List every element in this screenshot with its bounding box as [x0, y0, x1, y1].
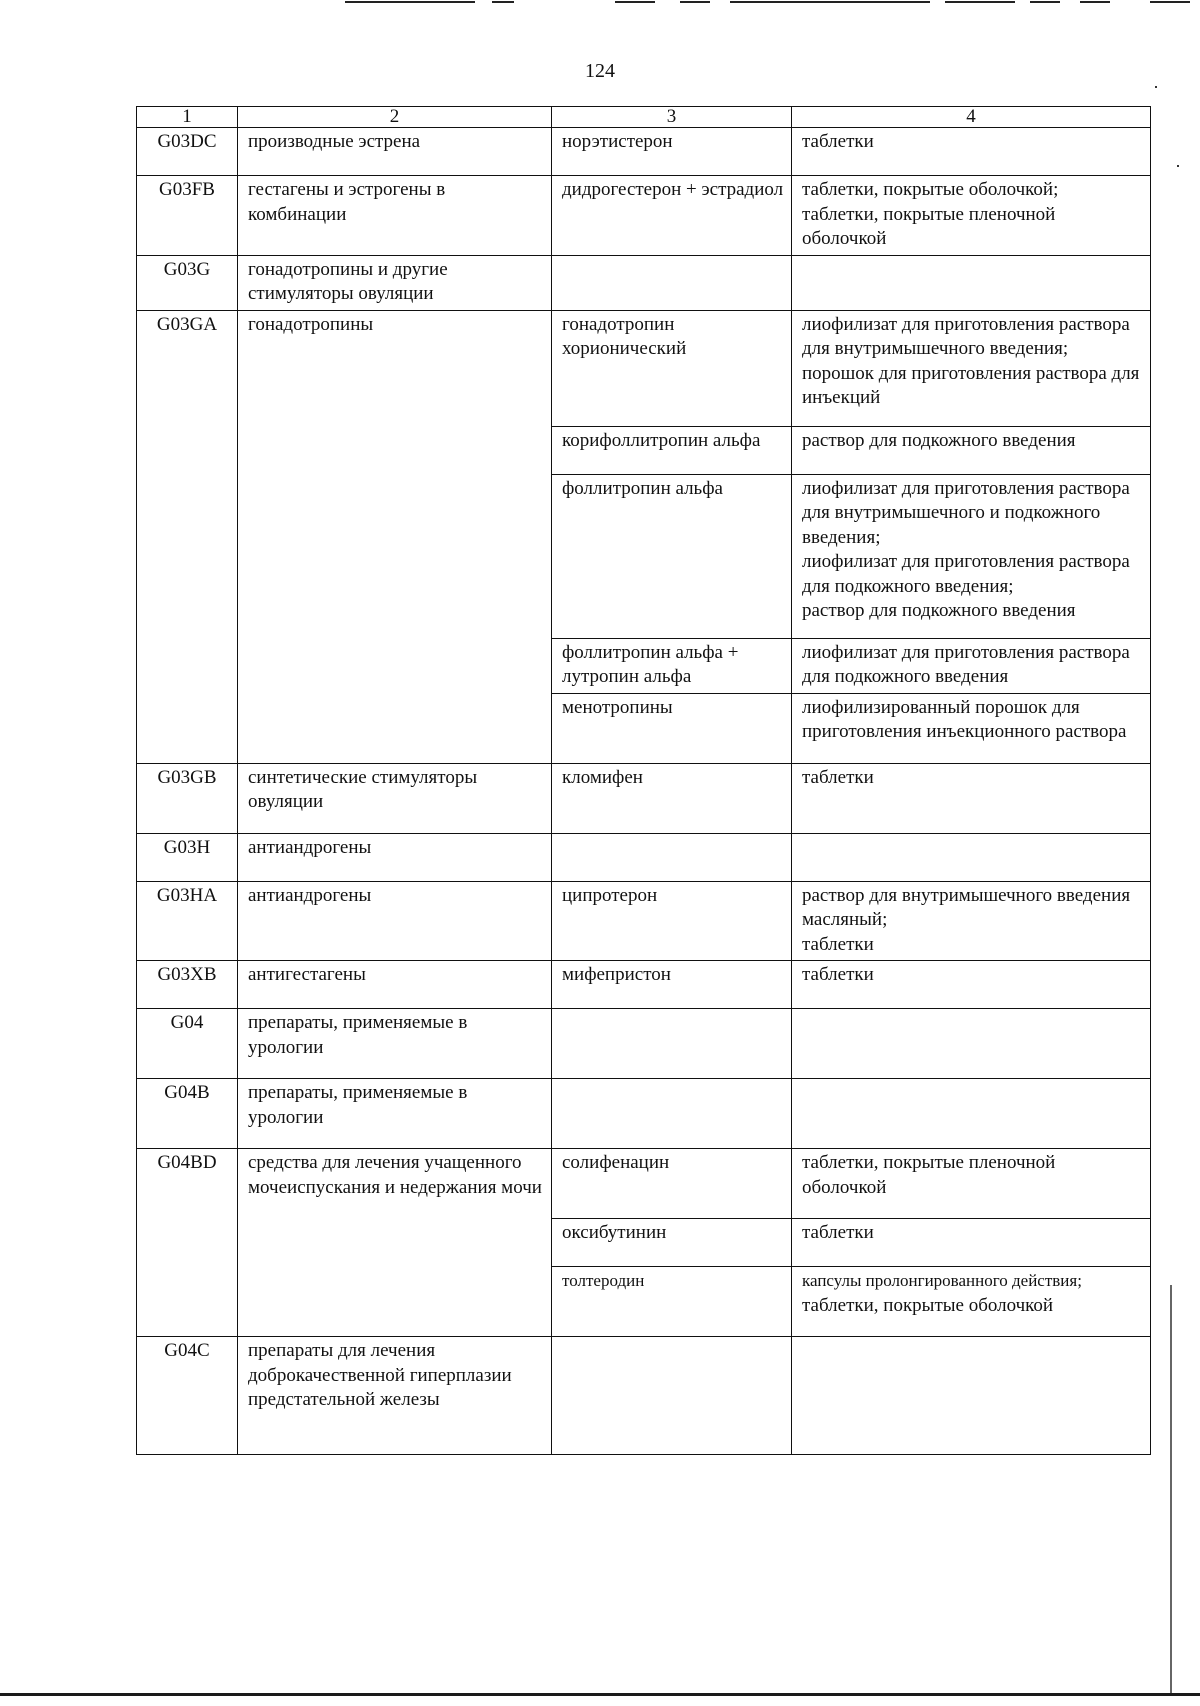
atc-code-cell: G03H: [137, 833, 238, 881]
anatomical-group-cell: гестагены и эстрогены в комбинации: [238, 176, 552, 256]
dosage-forms-cell: [792, 474, 1151, 638]
dosage-forms-cell: [792, 1009, 1151, 1079]
anatomical-group-cell: антиандрогены: [238, 881, 552, 961]
dosage-forms-cell: [792, 1149, 1151, 1219]
scan-bottom-line: [0, 1693, 1200, 1696]
dosage-form-line: таблетки: [802, 964, 874, 985]
dosage-form-line: таблетки: [802, 131, 874, 152]
atc-code-cell: G04C: [137, 1337, 238, 1455]
table-row: [137, 1009, 1151, 1079]
atc-code-cell: G03HA: [137, 881, 238, 961]
anatomical-group-cell: производные эстрена: [238, 128, 552, 176]
table-row: [137, 176, 1151, 256]
dosage-form-line: таблетки, покрытые пленочной оболочкой: [802, 203, 1056, 249]
substance-cell: кломифен: [552, 763, 792, 833]
dosage-forms-cell: [792, 1219, 1151, 1267]
column-header: 3: [552, 107, 792, 128]
dosage-forms-cell: [792, 833, 1151, 881]
substance-cell: [552, 1079, 792, 1149]
substance-cell: [552, 255, 792, 310]
atc-code-cell: G03GA: [137, 310, 238, 763]
dosage-forms-cell: [792, 176, 1151, 256]
dosage-form-line: таблетки, покрытые оболочкой;: [802, 179, 1059, 200]
dosage-form-line: раствор для подкожного введения: [802, 429, 1076, 451]
anatomical-group-cell: антигестагены: [238, 961, 552, 1009]
substance-cell: солифенацин: [552, 1149, 792, 1219]
scan-top-marks: [0, 0, 1200, 8]
substance-cell: [552, 1009, 792, 1079]
dosage-forms-cell: [792, 128, 1151, 176]
table-row: [137, 255, 1151, 310]
atc-code-cell: G04BD: [137, 1149, 238, 1337]
dosage-form-line: лиофилизированный порошок для приготовления инъекционного раствора: [802, 696, 1127, 742]
dosage-forms-cell: [792, 638, 1151, 693]
dosage-form-line: лиофилизат для приготовления раствора для внутримышечного введения;: [802, 313, 1130, 359]
dosage-forms-cell: [792, 310, 1151, 426]
anatomical-group-cell: препараты для лечения доброкачественной гиперплазии предстательной железы: [238, 1337, 552, 1455]
dosage-form-line: капсулы пролонгированного действия;: [802, 1271, 1082, 1290]
page-number: 124: [585, 60, 615, 82]
anatomical-group-cell: антиандрогены: [238, 833, 552, 881]
substance-cell: оксибутинин: [552, 1219, 792, 1267]
dosage-forms-cell: [792, 255, 1151, 310]
anatomical-group-cell: гонадотропины: [238, 310, 552, 763]
table-row: [137, 1149, 1151, 1219]
table-row: [137, 310, 1151, 426]
dosage-forms-cell: [792, 961, 1151, 1009]
dosage-form-line: лиофилизат для приготовления раствора для подкожного введения: [802, 641, 1130, 687]
dosage-form-line: таблетки: [802, 933, 874, 955]
dosage-forms-cell: [792, 693, 1151, 763]
substance-cell: мифепристон: [552, 961, 792, 1009]
medication-table: [136, 106, 1151, 1455]
atc-code-cell: G04: [137, 1009, 238, 1079]
atc-code-cell: G04B: [137, 1079, 238, 1149]
column-header: 1: [137, 107, 238, 128]
dosage-forms-cell: [792, 426, 1151, 474]
table-row: [137, 1337, 1151, 1455]
table-row: [137, 763, 1151, 833]
anatomical-group-cell: препараты, применяемые в урологии: [238, 1009, 552, 1079]
table-row: [137, 128, 1151, 176]
atc-code-cell: G03DC: [137, 128, 238, 176]
dosage-forms-cell: [792, 1337, 1151, 1455]
dosage-forms-cell: [792, 881, 1151, 961]
dosage-form-line: лиофилизат для приготовления раствора для внутримышечного и подкожного введения;: [802, 477, 1130, 548]
atc-code-cell: G03G: [137, 255, 238, 310]
dosage-form-line: порошок для приготовления раствора для инъекций: [802, 362, 1140, 408]
scan-speck: [1155, 86, 1157, 88]
dosage-forms-cell: [792, 1267, 1151, 1337]
atc-code-cell: G03XB: [137, 961, 238, 1009]
substance-cell: [552, 1337, 792, 1455]
atc-code-cell: G03FB: [137, 176, 238, 256]
substance-cell: гонадотропин хорионический: [552, 310, 792, 426]
dosage-forms-cell: [792, 763, 1151, 833]
substance-cell: корифоллитропин альфа: [552, 426, 792, 474]
dosage-form-line: таблетки, покрытые оболочкой: [802, 1294, 1054, 1316]
scan-right-edge-line: [1170, 1285, 1172, 1695]
substance-cell: толтеродин: [552, 1267, 792, 1337]
table-row: [137, 961, 1151, 1009]
column-header: 4: [792, 107, 1151, 128]
table-row: [137, 833, 1151, 881]
table-header-row: [137, 107, 1151, 128]
substance-cell: норэтистерон: [552, 128, 792, 176]
anatomical-group-cell: гонадотропины и другие стимуляторы овуляции: [238, 255, 552, 310]
dosage-form-line: таблетки: [802, 766, 874, 788]
substance-cell: фоллитропин альфа + лутропин альфа: [552, 638, 792, 693]
dosage-form-line: таблетки, покрытые пленочной оболочкой: [802, 1152, 1056, 1198]
substance-cell: фоллитропин альфа: [552, 474, 792, 638]
atc-code-cell: G03GB: [137, 763, 238, 833]
substance-cell: дидрогестерон + эстрадиол: [552, 176, 792, 256]
substance-cell: ципротерон: [552, 881, 792, 961]
table-body: [137, 128, 1151, 1455]
column-header: 2: [238, 107, 552, 128]
table-row: [137, 1079, 1151, 1149]
dosage-forms-cell: [792, 1079, 1151, 1149]
scan-speck: [1177, 165, 1179, 167]
anatomical-group-cell: средства для лечения учащенного мочеиспускания и недержания мочи: [238, 1149, 552, 1337]
dosage-form-line: раствор для внутримышечного введения масляный;: [802, 884, 1131, 930]
dosage-form-line: раствор для подкожного введения: [802, 600, 1076, 621]
substance-cell: [552, 833, 792, 881]
dosage-form-line: таблетки: [802, 1222, 874, 1243]
substance-cell: менотропины: [552, 693, 792, 763]
anatomical-group-cell: синтетические стимуляторы овуляции: [238, 763, 552, 833]
dosage-form-line: лиофилизат для приготовления раствора для подкожного введения;: [802, 551, 1130, 597]
table-row: [137, 881, 1151, 961]
anatomical-group-cell: препараты, применяемые в урологии: [238, 1079, 552, 1149]
